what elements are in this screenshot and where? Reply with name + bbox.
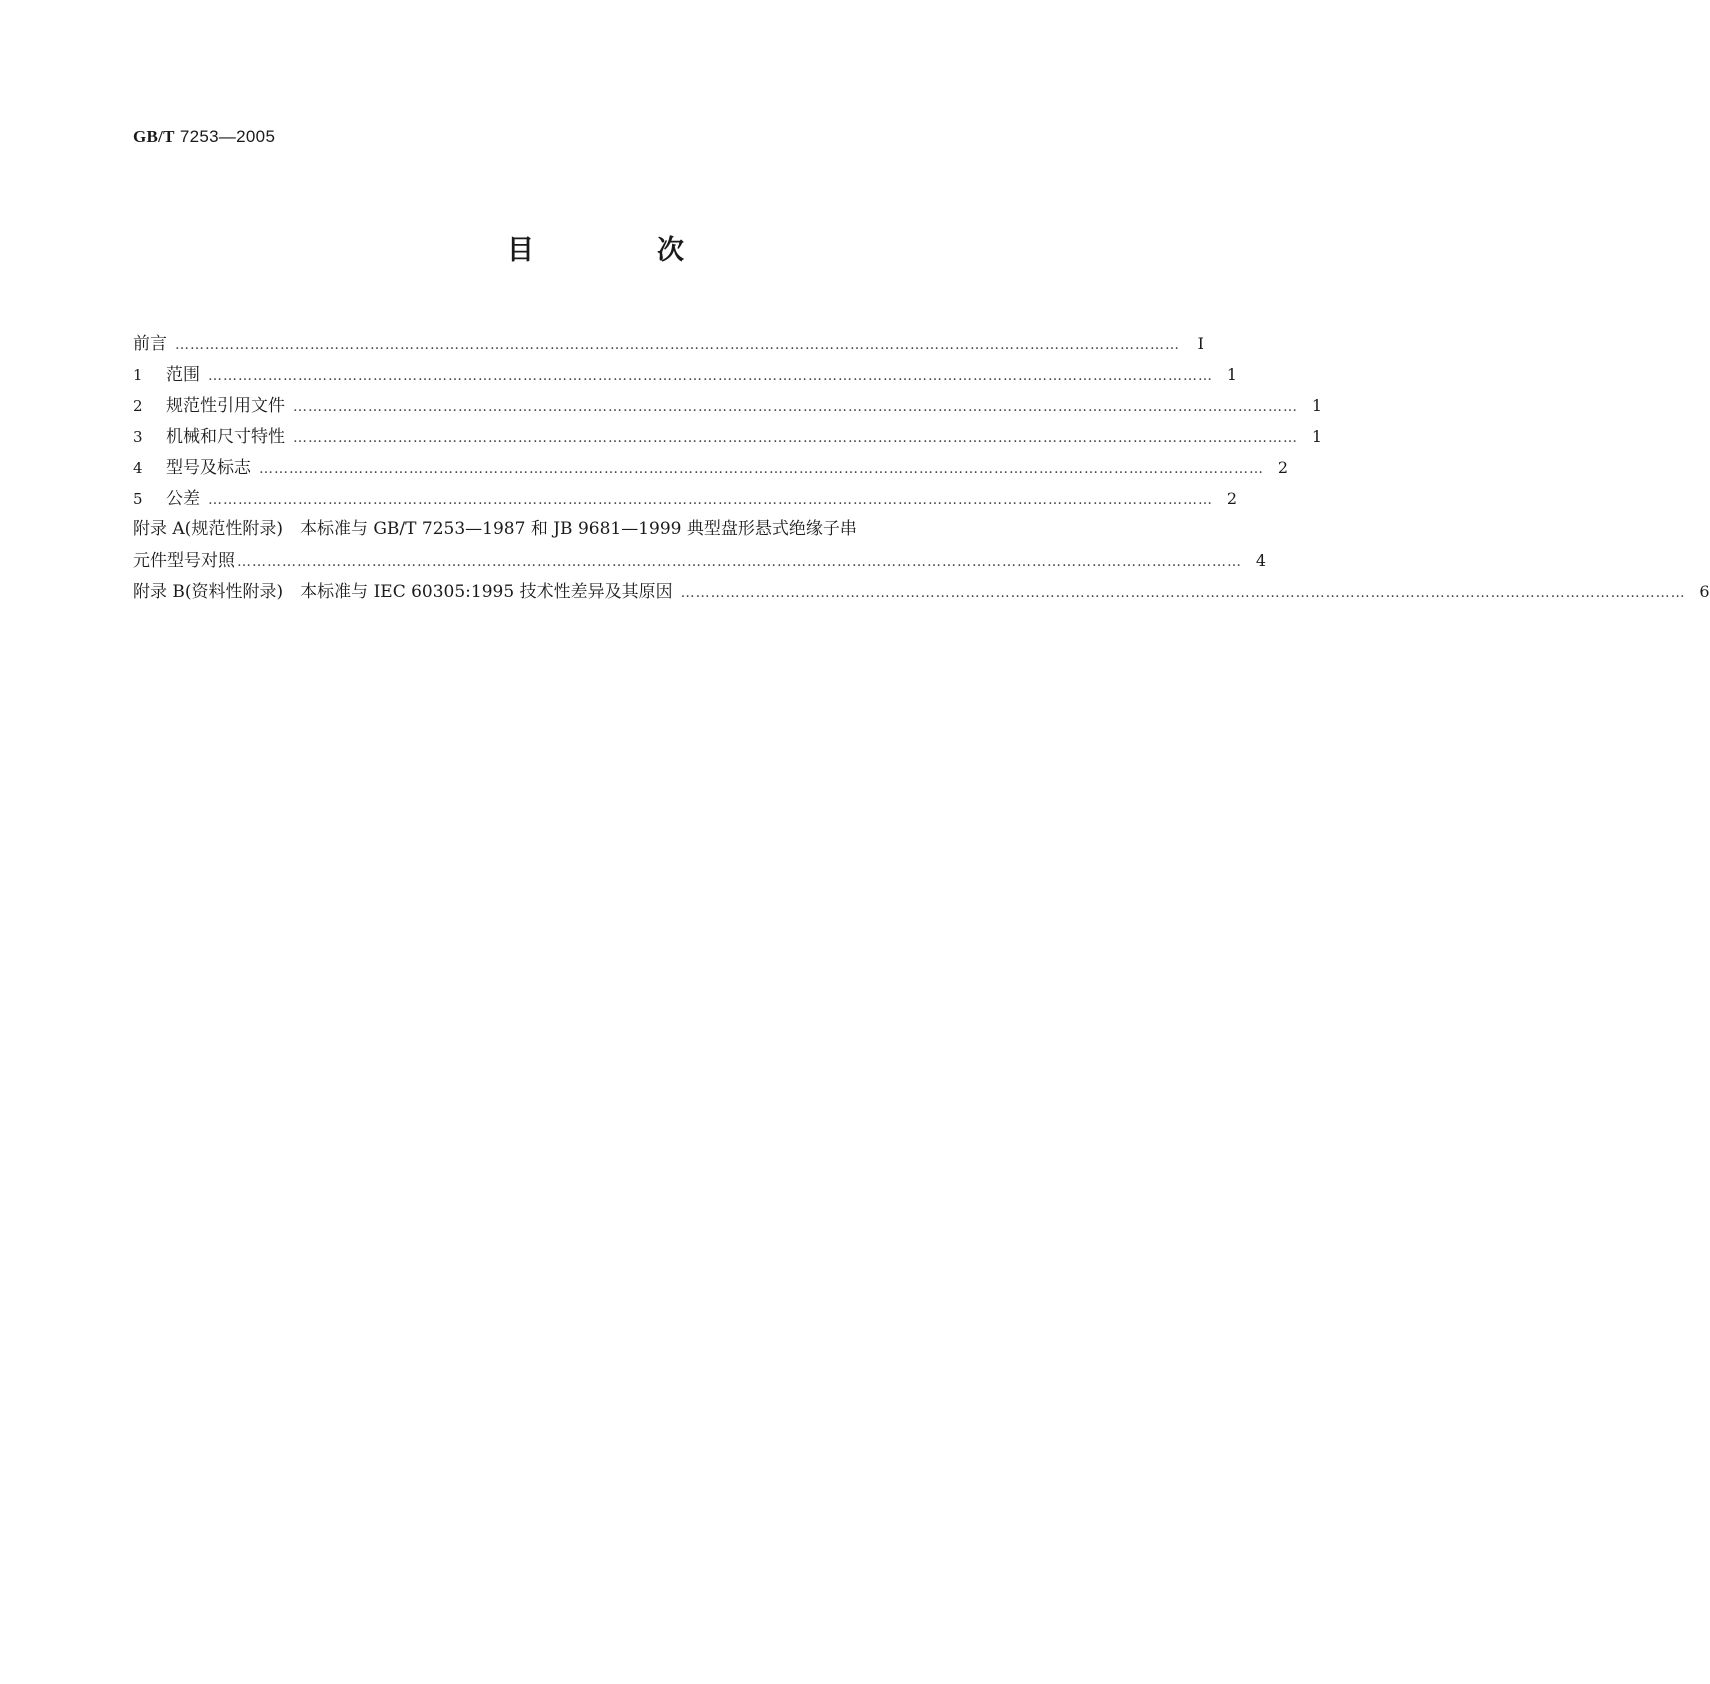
toc-leader-dots: ………………………………………………………………………………………………………………………………………………………………………………… <box>680 585 1686 601</box>
toc-entry-mechanical-dimensional[interactable] <box>133 421 1322 452</box>
toc-entry-scope[interactable] <box>133 359 1237 390</box>
toc-entry-label: 元件型号对照 <box>133 551 235 571</box>
toc-leader-dots: ………………………………………………………………………………………………………………………………………………………………………………… <box>293 430 1298 446</box>
toc-entry-number: 5 <box>133 490 143 508</box>
toc-entry-appendix-a-continued[interactable] <box>133 545 1266 576</box>
toc-entry-label: 2 规范性引用文件 <box>133 391 293 422</box>
toc-page-number: 1 <box>1311 427 1322 446</box>
toc-entry-number: 1 <box>133 366 143 384</box>
toc-page-number: 2 <box>1277 458 1288 477</box>
standard-code-number: 7253—2005 <box>179 127 276 146</box>
toc-entry-appendix-b[interactable] <box>133 576 1710 607</box>
toc-entry-label: 前言 <box>133 334 167 354</box>
toc-entry-appendix-a[interactable] <box>133 514 1060 545</box>
toc-title: 目 次 <box>507 235 732 266</box>
toc-page-number: 1 <box>1311 396 1322 415</box>
toc-entry-label: 附录 A(规范性附录) 本标准与 GB/T 7253—1987 和 JB 9681—1999 典型盘形悬式绝缘子串 <box>133 519 857 539</box>
toc-entry-label: 5 公差 <box>133 484 208 515</box>
table-of-contents <box>133 328 1710 607</box>
toc-entry-label: 4 型号及标志 <box>133 453 259 484</box>
toc-entry-label: 3 机械和尺寸特性 <box>133 422 293 453</box>
toc-leader-dots: ………………………………………………………………………………………………………………………………………………………………………………… <box>208 368 1213 384</box>
toc-entry-number: 3 <box>133 428 143 446</box>
toc-entry-label: 1 范围 <box>133 360 208 391</box>
toc-leader-dots: ………………………………………………………………………………………………………………………………………………………………………………… <box>175 337 1180 353</box>
toc-page-number: 2 <box>1226 489 1237 508</box>
standard-code-prefix: GB/T <box>133 127 175 146</box>
toc-page-number: 6 <box>1699 582 1710 601</box>
toc-page-number: 1 <box>1226 365 1237 384</box>
toc-entry-label: 附录 B(资料性附录) 本标准与 IEC 60305:1995 技术性差异及其原因 <box>133 582 673 602</box>
toc-entry-number: 4 <box>133 459 143 477</box>
toc-leader-dots: ………………………………………………………………………………………………………………………………………………………………………………… <box>208 492 1213 508</box>
toc-leader-dots: ………………………………………………………………………………………………………………………………………………………………………………… <box>293 399 1298 415</box>
toc-page-number: I <box>1197 334 1204 353</box>
toc-leader-dots: ………………………………………………………………………………………………………………………………………………………………………………… <box>259 461 1264 477</box>
toc-page-number: 4 <box>1255 551 1266 570</box>
toc-leader-dots: ………………………………………………………………………………………………………………………………………………………………………………… <box>237 554 1242 570</box>
standard-code <box>133 127 275 147</box>
toc-entry-normative-references[interactable] <box>133 390 1322 421</box>
toc-entry-tolerances[interactable] <box>133 483 1237 514</box>
toc-entry-number: 2 <box>133 397 143 415</box>
toc-entry-foreword[interactable] <box>133 328 1204 359</box>
toc-entry-model-marking[interactable] <box>133 452 1288 483</box>
